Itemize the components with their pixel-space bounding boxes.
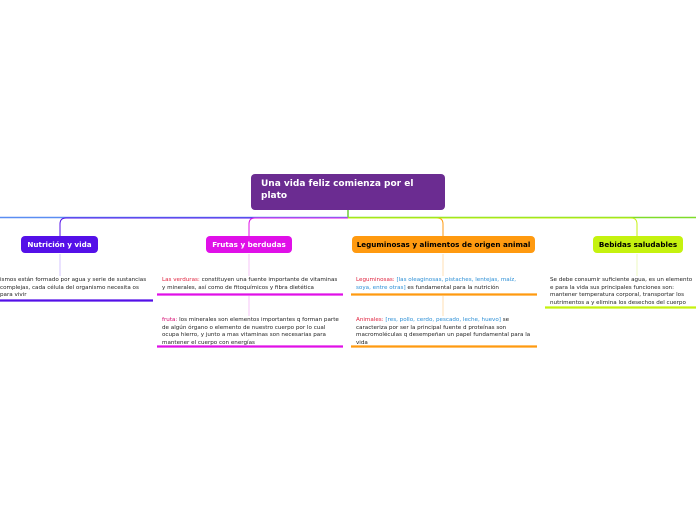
note-verduras[interactable] [162,277,340,292]
note-fruta-label: fruta: [162,317,178,323]
note-leguminosas-label: Leguminosas: [356,277,395,283]
topic-nutricion-y-vida[interactable]: Nutrición y vida [21,236,98,253]
note-verduras-text: constituyen una fuente importante de vitaminas y minerales, así como de fitoquímicos y fibra dietética [162,277,338,291]
note-bebidas-text: Se debe consumir suficiente agua, es un elemento e para la vida sus principales funciones son: mantener temperatura corporal, transportar los nutrimentos a y elimina los desechos del cuerpo [550,277,693,306]
note-nutricion-text: ismos están formado por agua y serie de sustancias complejas, cada célula del organismo necesita os para vivir [0,277,147,299]
note-fruta-text: los minerales son elementos importantes q forman parte de algún órgano o elemento de nuestro cuerpo por lo cual ocupa hierro, y junto a mas vitaminas son necesarias para mantener el cuerpo con energías [162,317,339,346]
note-nutricion[interactable] [0,277,148,300]
note-bebidas[interactable] [550,277,696,307]
central-topic[interactable]: Una vida feliz comienza por el plato [251,174,445,210]
topic-leguminosas[interactable]: Leguminosas y alimentos de origen animal [352,236,535,253]
connector-nutricion [60,218,348,236]
connector-right-main [348,210,696,218]
note-leguminosas[interactable] [356,277,532,292]
connector-leguminosas [348,218,443,236]
topic-bebidas-saludables[interactable]: Bebidas saludables [593,236,683,253]
note-verduras-label: Las verduras: [162,277,200,283]
connector-bebidas [348,218,637,236]
topic-frutas-y-berdudas[interactable]: Frutas y berdudas [206,236,292,253]
note-animales-label: Animales: [356,317,384,323]
note-leguminosas-list: [las oleaginosas, pistaches, lentejas, maíz, soya, entre otras] [356,277,516,291]
connector-frutas [249,218,348,236]
connector-left-main [0,210,348,218]
note-animales-text: se caracteriza por ser la principal fuente d proteínas son macromoléculas q desempeñan un papel fundamental para la vida [356,317,531,346]
note-leguminosas-text: es fundamental para la nutrición [405,284,499,291]
note-animales[interactable] [356,317,532,347]
note-animales-list: [res, pollo, cerdo, pescado, leche, huevo] [383,317,501,323]
note-fruta[interactable] [162,317,340,347]
